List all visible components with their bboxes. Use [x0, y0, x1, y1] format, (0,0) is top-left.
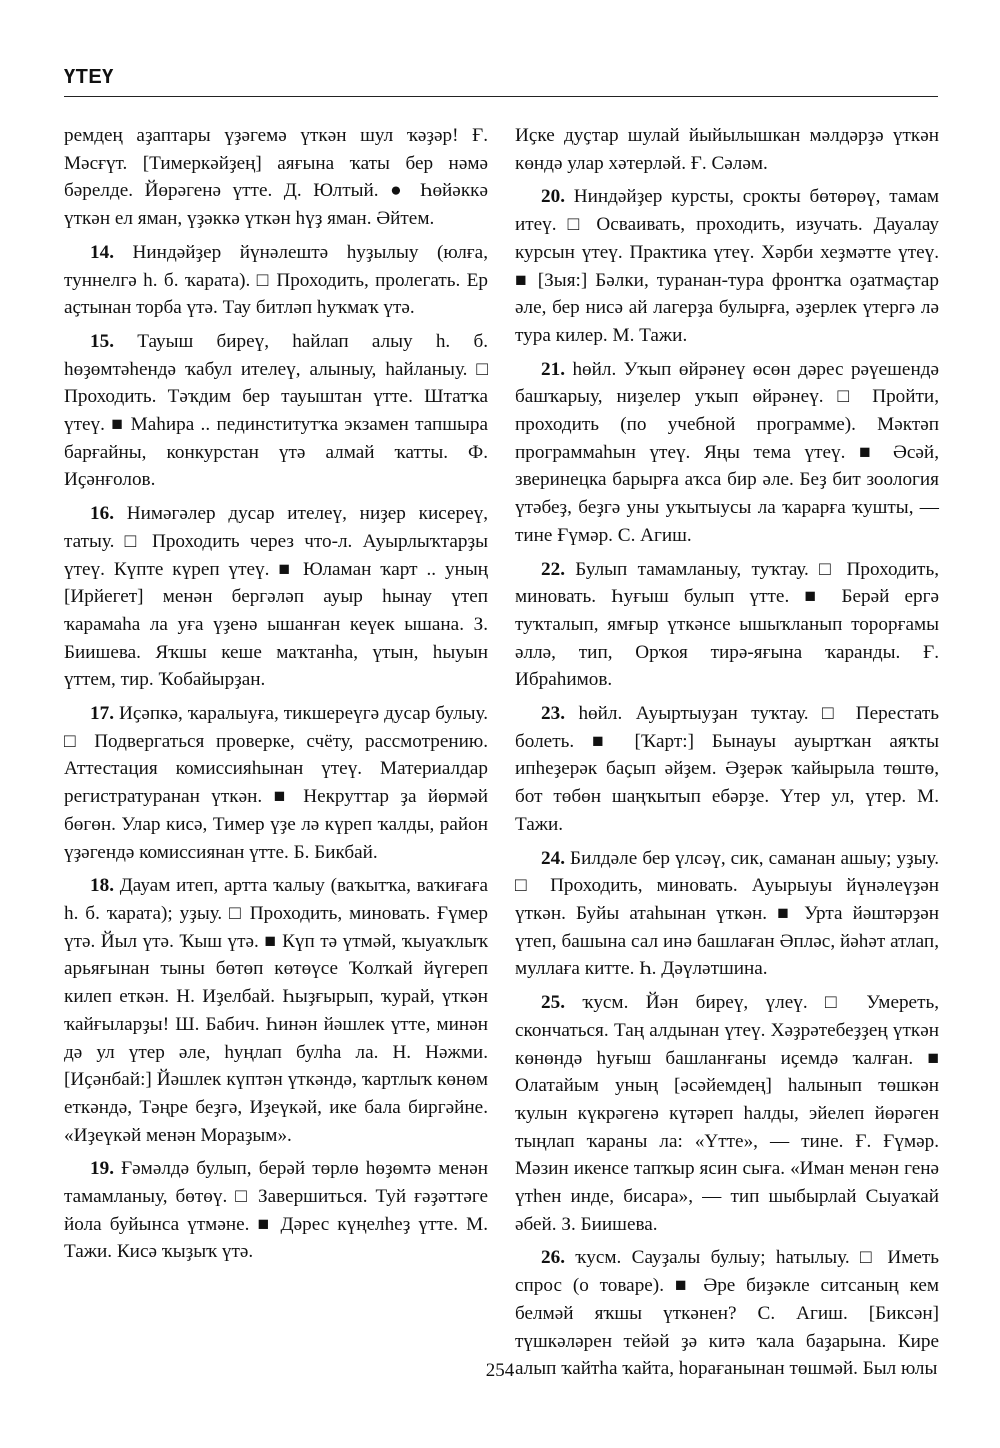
entry-text: Булып тамамланыу, туҡтау. □ Проходить, миновать. Һуғыш булып үтте. ■ Берәй ергә туҡталып, ямғыр үткәнсе ышыҡланып торорғамы әллә, тип, Орҡоя тирә-яғына ҡаранды. Ғ. Ибраһимов.	[515, 558, 939, 691]
left-column	[64, 122, 488, 1272]
dictionary-entry	[64, 1155, 488, 1266]
entry-number: 16.	[90, 503, 114, 525]
entry-text: һөйл. Ауыртыуҙан туҡтау. □ Перестать болеть. ■ [Ҡарт:] Бынауы ауыртҡан аяҡты ипһеҙерәк баҫып әйҙем. Әҙерәк ҡайырыла төштө, бот төбөн шаңҡытып ебәрҙе. Үтер ул, үтер. М. Тажи.	[515, 703, 939, 835]
entry-number: 19.	[90, 1158, 114, 1180]
entry-text: Иҫке дуҫтар шулай йыйылышкан мәлдәрҙә үткән көндә улар хәтерләй. Ғ. Сәләм.	[515, 125, 939, 174]
right-column	[515, 122, 939, 1389]
entry-number: 23.	[541, 703, 565, 725]
entry-text: Нимәгәлер дусар ителеү, ниҙер кисереү, татыу. □ Проходить через что-л. Ауырлыҡтарҙы үтеү. Күпте күреп үтеү. ■ Юламан ҡарт .. уның [Ирйегет] менән бергәләп ауыр һынау үтеп ҡарамаһа ла уға үҙенә ышанған кеүек ышана. З. Биишева. Яҡшы кеше маҡтанһа, үтын, һыуын үттем, тир. Ҡобайырҙан.	[64, 503, 489, 691]
entry-number: 14.	[90, 241, 114, 263]
entry-number: 21.	[541, 358, 565, 380]
dictionary-entry	[64, 700, 488, 866]
entry-text: һөйл. Уҡып өйрәнеү өсөн дәрес рәүешендә башҡарыу, ниҙелер уҡып өйрәнеү. □ Пройти, проходить (по учебной программе). Мәктәп программаһын үтеү. Яңы тема үтеү. ■ Әсәй, зверинецка барырға аҡса бир әле. Беҙ бит зоология үтәбеҙ, беҙгә уны уҡытыусы ла ҡарарға ҡушты, — тине Ғүмәр. С. Агиш.	[515, 358, 939, 546]
entry-number: 26.	[541, 1247, 565, 1269]
entry-number: 15.	[90, 330, 114, 352]
entry-continuation	[64, 122, 488, 233]
dictionary-entry	[64, 500, 488, 694]
dictionary-entry	[64, 872, 488, 1149]
page-number: 254	[485, 1360, 515, 1381]
entry-text: Ниндәйҙер йүнәлештә һуҙылыу (юлға, туннелгә һ. б. ҡарата). □ Проходить, пролегать. Ер аҫтынан торба үтә. Тау битләп һуҡмаҡ үтә.	[64, 241, 488, 319]
dictionary-entry	[515, 700, 939, 839]
running-head: ҮТЕҮ	[64, 66, 114, 88]
dictionary-entry	[515, 989, 939, 1238]
entry-text: Ниндәйҙер курсты, срокты бөтөрөү, тамам итеү. □ Осваивать, проходить, изучать. Дауалау курсын үтеү. Практика үтеү. Хәрби хеҙмәтте үтеү. ■ [Зыя:] Бәлки, туранан-тура фронтҡа оҙатмаҫтар әле, бер нисә ай лагерҙа булырға, әҙерлек үтергә лә тура килер. М. Тажи.	[515, 186, 940, 346]
header-rule	[64, 96, 938, 97]
entry-text: ремдең аҙаптары үҙәгемә үткән шул ҡәҙәр! Ғ. Мәсғүт. [Тимеркәйҙең] аяғына ҡаты бер нәмә бәрелде. Йөрәгенә үтте. Д. Юлтый. ● Һөйәккә үткән ел яман, үҙәккә үткән һүҙ яман. Әйтем.	[64, 125, 488, 230]
dictionary-entry	[515, 556, 939, 695]
dictionary-entry	[515, 356, 939, 550]
entry-number: 17.	[90, 703, 114, 725]
entry-number: 20.	[541, 186, 565, 208]
entry-text: ҡусм. Сауҙалы булыу; һатылыу. □ Иметь спрос (о товаре). ■ Әре биҙәкле ситсаның кем белмәй яҡшы үткәнен? С. Агиш. [Биксән] түшкәләрен тейәй ҙә китә ҡала баҙарына. Кире алып ҡайтһа ҡайта, һорағанынан төшмәй. Был юлы	[515, 1247, 940, 1380]
entry-number: 25.	[541, 992, 565, 1014]
entry-text: Иҫәпкә, ҡаралыуға, тикшереүгә дусар булыу. □ Подвергаться проверке, счёту, рассмотрению. Аттестация комиссияһынан үтеү. Материалдар регистратуранан үткән. ■ Некруттар ҙа йөрмәй бөгөн. Улар кисә, Тимер үҙе лә күреп ҡалды, район үҙәгендә комиссиянан үтте. Б. Бикбай.	[64, 703, 489, 863]
entry-text: Ғәмәлдә булып, берәй төрлө һөҙөмтә менән тамамланыу, бөтөү. □ Завершиться. Туй ғәҙәттәге йола буйынса үтмәне. ■ Дәрес күңелһеҙ үтте. М. Тажи. Кисә ҡыҙыҡ үтә.	[64, 1158, 488, 1263]
entry-continuation	[515, 122, 939, 177]
entry-number: 24.	[541, 847, 565, 869]
dictionary-entry	[64, 239, 488, 322]
entry-text: ҡусм. Йән биреү, үлеү. □ Умереть, скончаться. Таң алдынан үтеү. Хәҙрәтебеҙҙең үткән көнөндә һуғыш башланғаны иҫемдә ҡалған. ■ Олатайым уның [әсәйемдең] һалынып төшкән ҡулын күкрәгенә күтәреп һалды, эйелеп йөрәген тыңлап ҡараны ла: «Үтте», — тине. Ғ. Ғүмәр. Мәзин икенсе тапҡыр ясин сыға. «Иман менән генә үтһен инде, бисара», — тип шыбырлай Сыуаҡай әбей. З. Биишева.	[515, 992, 940, 1235]
entry-text: Дауам итеп, артта ҡалыу (ваҡытҡа, ваҡиғаға һ. б. ҡарата); уҙыу. □ Проходить, миновать. Ғүмер үтә. Йыл үтә. Ҡыш үтә. ■ Күп тә үтмәй, ҡыуаҡлыҡ арьяғынан тыны бөтөп көтөүсе Ҡолҡай йүгереп килеп еткән. Н. Иҙелбай. Һыҙғырып, ҡурай, үткән ҡайғыларҙы! Ш. Бабич. Һинән йәшлек үтте, минән дә ул үтер әле, һуңлап булһа ла. Н. Нәжми. [Иҫәнбай:] Йәшлек күптән үткәндә, ҡартлыҡ көнөм еткәндә, Тәңре беҙгә, Иҙеүкәй, ике бала биргәйне. «Иҙеүкәй менән Мораҙым».	[64, 875, 489, 1146]
dictionary-entry	[515, 183, 939, 349]
entry-number: 18.	[90, 875, 114, 897]
dictionary-entry	[515, 845, 939, 984]
entry-text: Тауыш биреү, һайлап алыу һ. б. һөҙөмтәһендә ҡабул ителеү, алыныу, һайланыу. □ Проходить. Тәҡдим бер тауыштан үтте. Штатҡа үтеү. ■ Маһира .. пединститутҡа экзамен тапшыра барғайны, конкурстан үтә алмай ҡатты. Ф. Иҫәнғолов.	[64, 330, 489, 491]
dictionary-entry	[64, 328, 488, 494]
entry-number: 22.	[541, 558, 565, 580]
entry-text: Билдәле бер үлсәү, сик, саманан ашыу; уҙыу. □ Проходить, миновать. Ауырыуы йүнәлеүҙән үткән. Буйы атаһынан үткән. ■ Урта йәштәрҙән үтеп, башына сал инә башлаған Әпләс, йәһәт атлап, муллаға китте. Һ. Дәүләтшина.	[515, 847, 939, 980]
